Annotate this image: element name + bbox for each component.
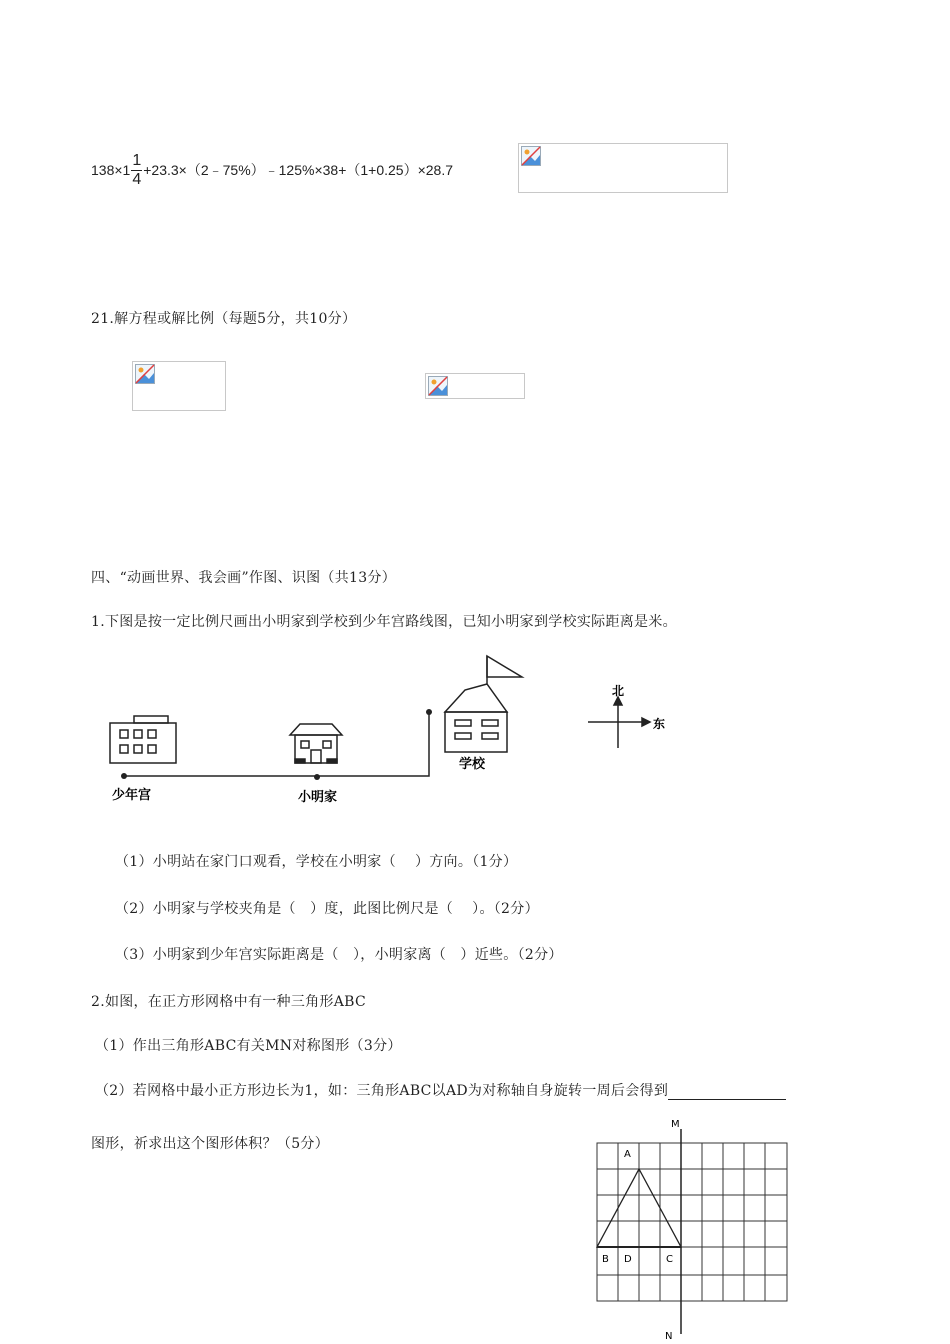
route-line xyxy=(124,712,429,776)
map-label-home: 小明家 xyxy=(298,790,338,805)
grid-label-n: N xyxy=(665,1331,673,1342)
fraction-denominator: 4 xyxy=(132,170,142,188)
mixed-fraction xyxy=(131,153,142,188)
broken-image-icon xyxy=(428,376,448,396)
broken-image-icon xyxy=(135,364,155,384)
map-label-palace: 少年宫 xyxy=(112,788,152,803)
point-palace xyxy=(121,773,127,779)
q2-sub2-cont: 图形，祈求出这个图形体积？（5分） xyxy=(91,1136,330,1152)
q2-sub1: （1）作出三角形ABC有关MN对称图形（3分） xyxy=(95,1038,402,1054)
compass-icon xyxy=(588,697,650,748)
image-placeholder-calc xyxy=(518,143,728,193)
calc-expression xyxy=(91,150,453,190)
q1-sub2: （2）小明家与学校夹角是（ ）度，此图比例尺是（ ）。（2分） xyxy=(115,901,539,917)
answer-blank xyxy=(668,1085,786,1100)
image-placeholder-equation-1 xyxy=(132,361,226,411)
point-home xyxy=(314,774,320,780)
grid-figure xyxy=(590,1115,795,1344)
square-grid xyxy=(597,1143,787,1301)
school-icon xyxy=(445,656,522,752)
point-school xyxy=(426,709,432,715)
q2-text: 2.如图，在正方形网格中有一种三角形ABC xyxy=(91,994,367,1010)
grid-label-b: B xyxy=(602,1254,609,1265)
q2-sub2 xyxy=(95,1080,786,1100)
q2-sub2-text: （2）若网格中最小正方形边长为1，如：三角形ABC以AD为对称轴自身旋转一周后会得到 xyxy=(95,1083,669,1099)
q1-sub3: （3）小明家到少年宫实际距离是（ ），小明家离（ ）近些。（2分） xyxy=(115,947,563,963)
home-icon xyxy=(290,724,342,763)
grid-label-d: D xyxy=(624,1254,632,1265)
q21-heading: 21.解方程或解比例（每题5分，共10分） xyxy=(91,311,357,327)
grid-label-c: C xyxy=(666,1254,673,1265)
broken-image-icon xyxy=(521,146,541,166)
image-placeholder-equation-2 xyxy=(425,373,525,399)
q1-text: 1.下图是按一定比例尺画出小明家到学校到少年宫路线图，已知小明家到学校实际距离是米。 xyxy=(91,614,677,630)
map-label-school: 学校 xyxy=(459,757,486,772)
youth-palace-icon xyxy=(110,716,176,763)
calc-prefix: 138×1 xyxy=(91,162,131,178)
q1-sub1: （1）小明站在家门口观看，学校在小明家（ ）方向。（1分） xyxy=(115,854,518,870)
grid-label-m: M xyxy=(671,1119,680,1130)
map-label-east: 东 xyxy=(653,717,666,731)
grid-label-a: A xyxy=(624,1149,631,1160)
map-label-north: 北 xyxy=(612,684,625,698)
calc-suffix: +23.3×（2﹣75%）﹣125%×38+（1+0.25）×28.7 xyxy=(143,162,454,178)
route-map xyxy=(100,650,680,810)
section4-heading: 四、“动画世界、我会画”作图、识图（共13分） xyxy=(91,570,397,586)
fraction-numerator: 1 xyxy=(132,151,142,169)
